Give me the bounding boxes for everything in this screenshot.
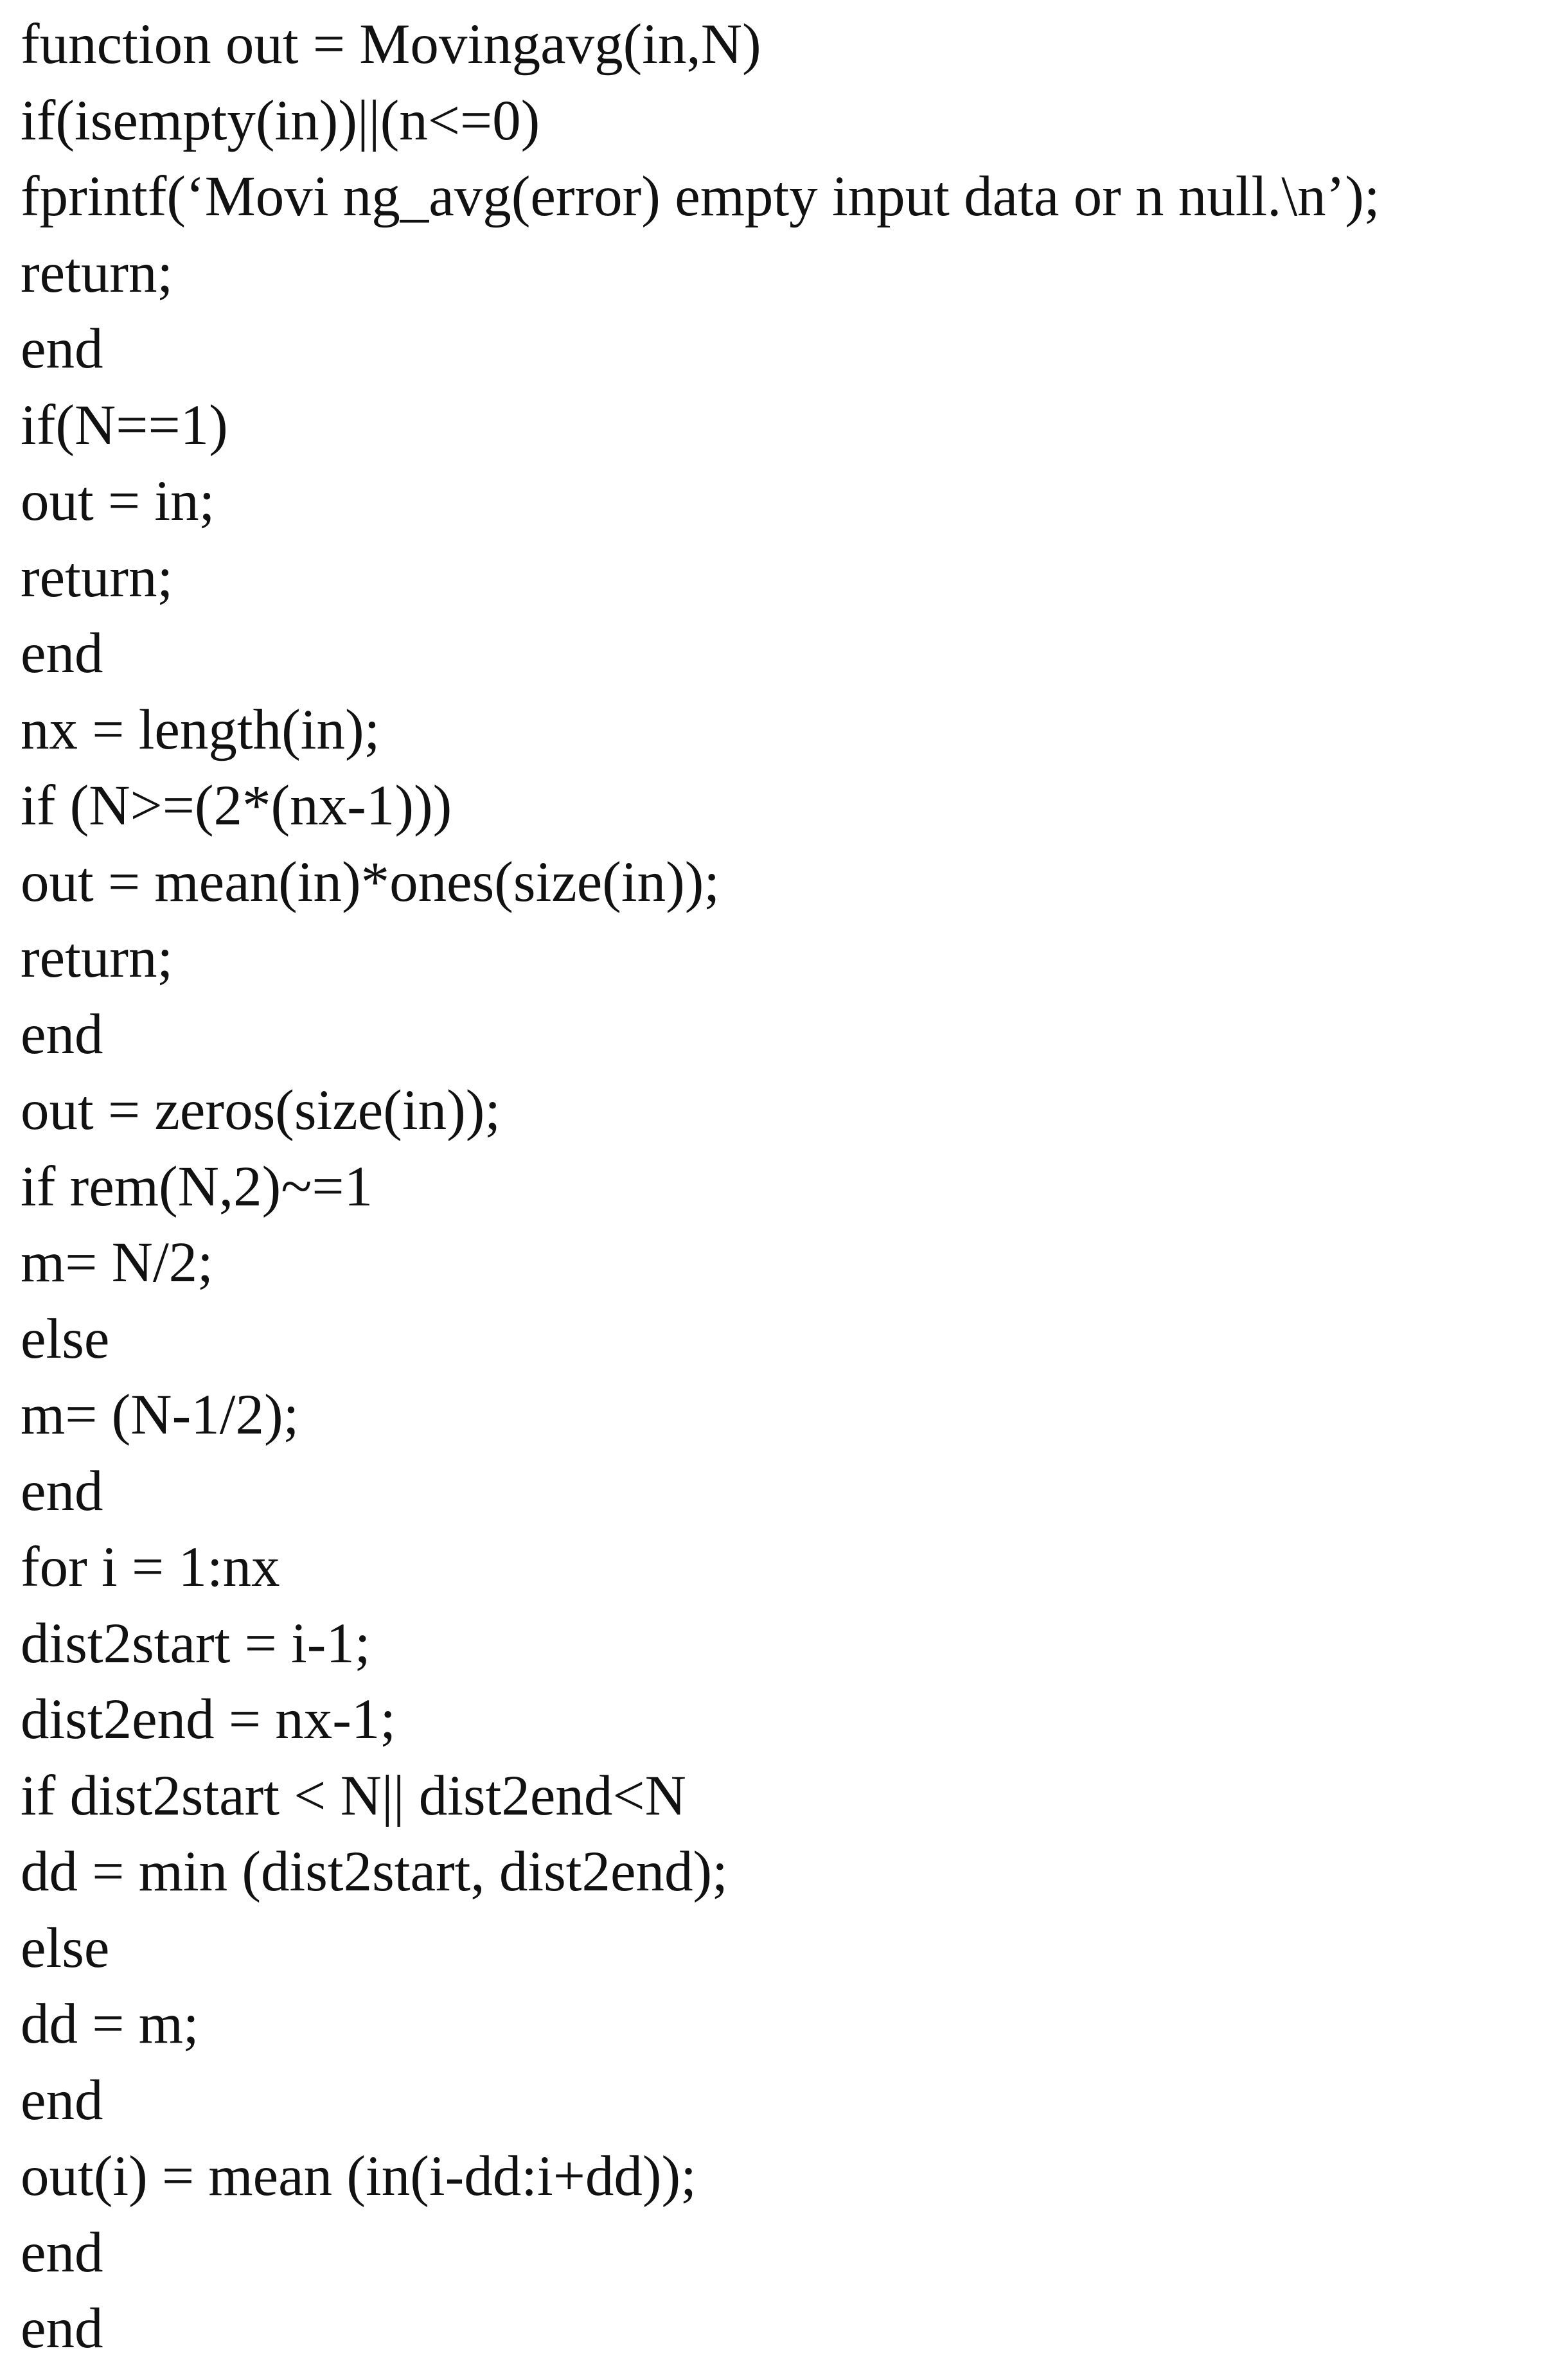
code-line: end	[21, 317, 103, 380]
code-line: out = mean(in)*ones(size(in));	[21, 850, 720, 914]
code-line: if rem(N,2)~=1	[21, 1155, 373, 1218]
code-line: return;	[21, 927, 173, 990]
code-line: if (N>=(2*(nx-1)))	[21, 774, 452, 837]
code-line: for i = 1:nx	[21, 1536, 280, 1599]
code-line: fprintf(‘Movi ng_avg(error) empty input data or n null.\n’);	[21, 165, 1380, 228]
code-line: end	[21, 1459, 103, 1523]
code-line: return;	[21, 546, 173, 609]
code-line: else	[21, 1916, 110, 1980]
code-line: m= (N-1/2);	[21, 1383, 299, 1446]
code-listing	[21, 6, 1543, 2367]
code-line: out(i) = mean (in(i-dd:i+dd));	[21, 2145, 697, 2208]
code-line: if dist2start < N|| dist2end<N	[21, 1764, 686, 1827]
code-line: end	[21, 1002, 103, 1066]
code-line: if(N==1)	[21, 393, 228, 457]
code-line: m= N/2;	[21, 1231, 213, 1294]
code-line: out = in;	[21, 470, 215, 533]
code-line: dd = min (dist2start, dist2end);	[21, 1840, 728, 1903]
code-line: if(isempty(in))||(n<=0)	[21, 89, 540, 152]
code-line: function out = Movingavg(in,N)	[21, 13, 761, 76]
code-line: else	[21, 1307, 110, 1371]
code-line: out = zeros(size(in));	[21, 1079, 501, 1142]
code-line: dist2start = i-1;	[21, 1612, 371, 1675]
code-line: dist2end = nx-1;	[21, 1688, 396, 1751]
code-line: end	[21, 2068, 103, 2132]
code-line: end	[21, 2297, 103, 2360]
code-line: end	[21, 2221, 103, 2284]
code-line: dd = m;	[21, 1993, 199, 2056]
code-line: nx = length(in);	[21, 698, 380, 761]
code-line: return;	[21, 241, 173, 305]
code-line: end	[21, 622, 103, 685]
